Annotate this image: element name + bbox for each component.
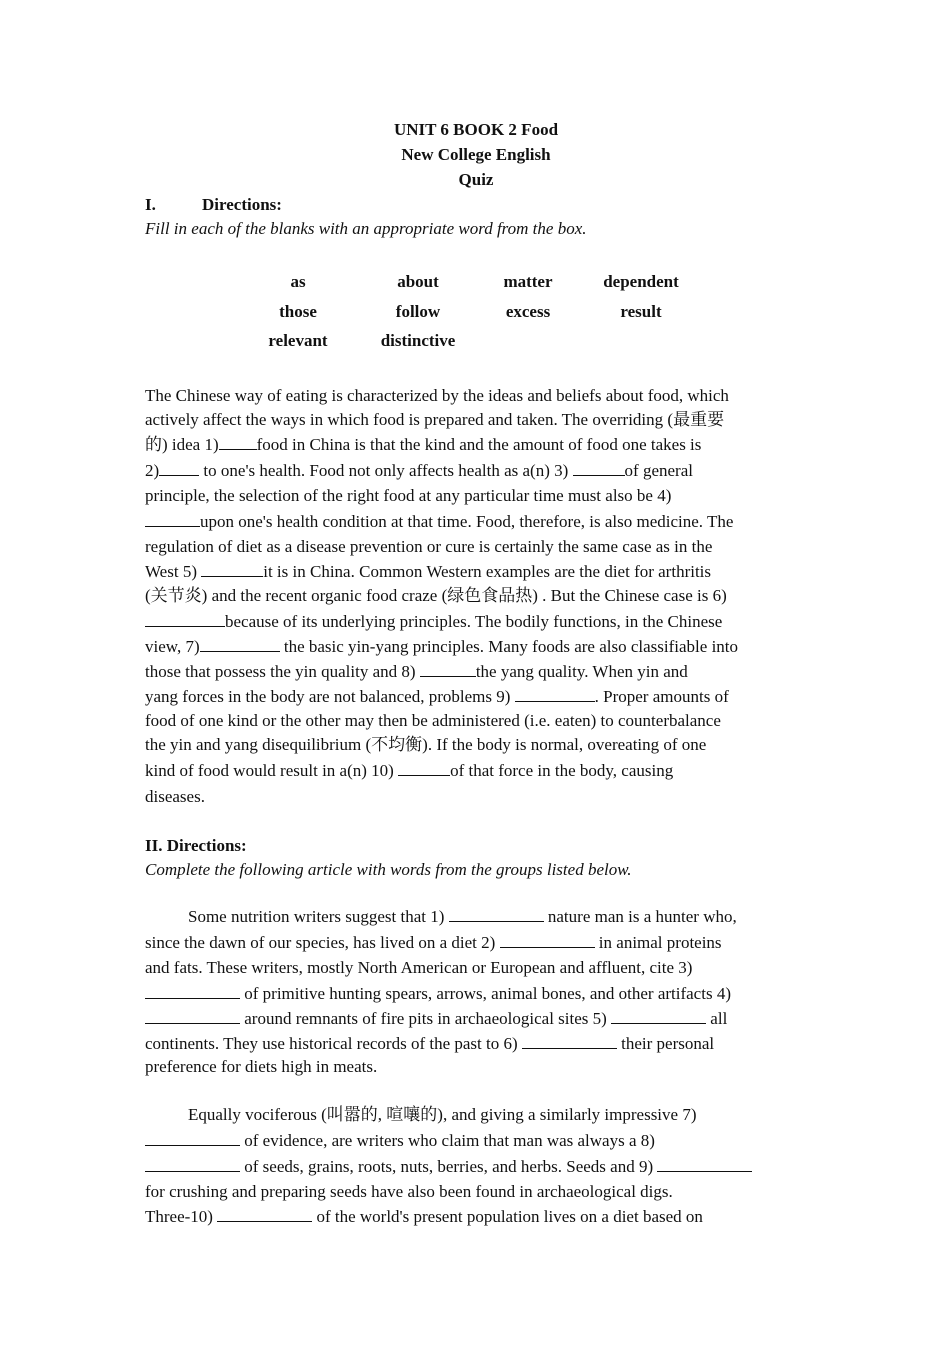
passage-line bbox=[145, 434, 701, 456]
passage-text: for crushing and preparing seeds have also been found in archaeological digs. bbox=[145, 1182, 673, 1201]
passage-text: of primitive hunting spears, arrows, animal bones, and other artifacts 4) bbox=[240, 984, 731, 1003]
word-box-item: relevant bbox=[268, 331, 328, 350]
passage-text: and fats. These writers, mostly North American or European and affluent, cite 3) bbox=[145, 958, 693, 977]
passage-text: of seeds, grains, roots, nuts, berries, and herbs. Seeds and 9) bbox=[240, 1157, 658, 1176]
word-box-item: follow bbox=[395, 302, 441, 321]
passage-line bbox=[145, 536, 712, 558]
passage-text: Equally vociferous (叫嚣的, 喧嚷的), and giving a similarly impressive 7) bbox=[188, 1105, 697, 1124]
answer-blank[interactable] bbox=[200, 637, 280, 652]
passage-line bbox=[145, 485, 671, 507]
passage-text: upon one's health condition at that time. Food, therefore, is also medicine. The bbox=[200, 512, 734, 531]
answer-blank[interactable] bbox=[145, 612, 225, 627]
passage-text: regulation of diet as a disease prevention or cure is certainly the same case as in the bbox=[145, 537, 713, 556]
answer-blank[interactable] bbox=[515, 687, 595, 702]
passage-line bbox=[145, 710, 721, 732]
passage-line bbox=[145, 409, 724, 431]
passage-text: 的) idea 1) bbox=[145, 435, 219, 454]
answer-blank[interactable] bbox=[420, 662, 476, 677]
passage-line bbox=[145, 1206, 703, 1228]
passage-text: their personal bbox=[616, 1034, 715, 1053]
passage-text: of that force in the body, causing bbox=[450, 761, 674, 780]
passage-text: to one's health. Food not only affects health as a(n) 3) bbox=[199, 461, 573, 480]
passage-line bbox=[145, 957, 692, 979]
passage-text: the yang quality. When yin and bbox=[475, 662, 688, 681]
passage-line bbox=[145, 1033, 714, 1055]
passage-line bbox=[145, 1008, 727, 1030]
passage-line bbox=[188, 906, 737, 928]
passage-text: West 5) bbox=[145, 562, 202, 581]
answer-blank[interactable] bbox=[500, 933, 595, 948]
passage-line bbox=[145, 585, 727, 607]
passage-line bbox=[145, 1130, 655, 1152]
passage-text: those that possess the yin quality and 8) bbox=[145, 662, 420, 681]
answer-blank[interactable] bbox=[145, 1009, 240, 1024]
passage-text: actively affect the ways in which food is prepared and taken. The overriding (最重要 bbox=[145, 410, 725, 429]
section2-heading: II. Directions: bbox=[145, 836, 247, 855]
word-box-item: dependent bbox=[603, 272, 679, 291]
passage-line bbox=[145, 636, 738, 658]
passage-line bbox=[145, 686, 729, 708]
passage-text: The Chinese way of eating is characterized by the ideas and beliefs about food, which bbox=[145, 386, 729, 405]
word-box-item: matter bbox=[503, 272, 553, 291]
answer-blank[interactable] bbox=[398, 761, 450, 776]
passage-text: (关节炎) and the recent organic food craze (绿色食品热) . But the Chinese case is 6) bbox=[145, 586, 727, 605]
passage-text: since the dawn of our species, has lived on a diet 2) bbox=[145, 933, 500, 952]
word-box-item: those bbox=[279, 302, 317, 321]
answer-blank[interactable] bbox=[145, 512, 200, 527]
passage-text: preference for diets high in meats. bbox=[145, 1057, 378, 1076]
passage-text: of the world's present population lives on a diet based on bbox=[312, 1207, 703, 1226]
passage-line bbox=[188, 1104, 697, 1126]
answer-blank[interactable] bbox=[611, 1009, 706, 1024]
passage-text: of evidence, are writers who claim that man was always a 8) bbox=[240, 1131, 655, 1150]
passage-line bbox=[145, 786, 205, 808]
passage-line bbox=[145, 1056, 377, 1078]
passage-text: yang forces in the body are not balanced, problems 9) bbox=[145, 687, 515, 706]
passage-line bbox=[145, 983, 731, 1005]
passage-text: continents. They use historical records of the past to 6) bbox=[145, 1034, 522, 1053]
passage-text: in animal proteins bbox=[594, 933, 722, 952]
passage-text: because of its underlying principles. The bodily functions, in the Chinese bbox=[225, 612, 723, 631]
word-box-item: about bbox=[397, 272, 439, 291]
answer-blank[interactable] bbox=[159, 461, 199, 476]
passage-text: the basic yin-yang principles. Many foods are also classifiable into bbox=[279, 637, 739, 656]
section1-instruction: Fill in each of the blanks with an appropriate word from the box. bbox=[145, 219, 587, 238]
passage-text: Some nutrition writers suggest that 1) bbox=[188, 907, 449, 926]
answer-blank[interactable] bbox=[657, 1157, 752, 1172]
answer-blank[interactable] bbox=[145, 1131, 240, 1146]
passage-line bbox=[145, 932, 722, 954]
word-box-item: as bbox=[290, 272, 306, 291]
answer-blank[interactable] bbox=[145, 1157, 240, 1172]
passage-text: diseases. bbox=[145, 787, 205, 806]
passage-line bbox=[145, 460, 693, 482]
answer-blank[interactable] bbox=[522, 1034, 617, 1049]
answer-blank[interactable] bbox=[573, 461, 625, 476]
word-box-item: distinctive bbox=[380, 331, 456, 350]
passage-text: view, 7) bbox=[145, 637, 200, 656]
passage-text: food of one kind or the other may then be administered (i.e. eaten) to counterbalance bbox=[145, 711, 721, 730]
section1-heading: Directions: bbox=[202, 195, 282, 214]
section1-number: I. bbox=[145, 195, 156, 214]
passage-line bbox=[145, 661, 688, 683]
passage-text: all bbox=[706, 1009, 728, 1028]
passage-text: nature man is a hunter who, bbox=[543, 907, 737, 926]
answer-blank[interactable] bbox=[145, 984, 240, 999]
passage-line bbox=[145, 385, 729, 407]
answer-blank[interactable] bbox=[449, 907, 544, 922]
word-box-item: excess bbox=[505, 302, 551, 321]
answer-blank[interactable] bbox=[217, 1207, 312, 1222]
passage-line bbox=[145, 734, 706, 756]
passage-text: 2) bbox=[145, 461, 160, 480]
passage-text: of general bbox=[624, 461, 693, 480]
answer-blank[interactable] bbox=[201, 562, 263, 577]
passage-line bbox=[145, 561, 711, 583]
passage-text: kind of food would result in a(n) 10) bbox=[145, 761, 399, 780]
passage-line bbox=[145, 1156, 752, 1178]
passage-text: . Proper amounts of bbox=[594, 687, 729, 706]
passage-line bbox=[145, 760, 673, 782]
passage-line bbox=[145, 511, 733, 533]
quiz-title: Quiz bbox=[458, 170, 494, 189]
word-box-item: result bbox=[620, 302, 662, 321]
passage-text: around remnants of fire pits in archaeological sites 5) bbox=[240, 1009, 612, 1028]
passage-text: food in China is that the kind and the amount of food one takes is bbox=[256, 435, 702, 454]
passage-line bbox=[145, 1181, 673, 1203]
unit-title: UNIT 6 BOOK 2 Food bbox=[393, 120, 559, 139]
course-title: New College English bbox=[401, 145, 551, 164]
section2-instruction: Complete the following article with words from the groups listed below. bbox=[145, 860, 632, 879]
passage-text: Three-10) bbox=[145, 1207, 218, 1226]
passage-text: principle, the selection of the right food at any particular time must also be 4) bbox=[145, 486, 672, 505]
passage-text: the yin and yang disequilibrium (不均衡). If the body is normal, overeating of one bbox=[145, 735, 707, 754]
passage-text: it is in China. Common Western examples are the diet for arthritis bbox=[263, 562, 712, 581]
passage-line bbox=[145, 611, 722, 633]
answer-blank[interactable] bbox=[219, 435, 257, 450]
